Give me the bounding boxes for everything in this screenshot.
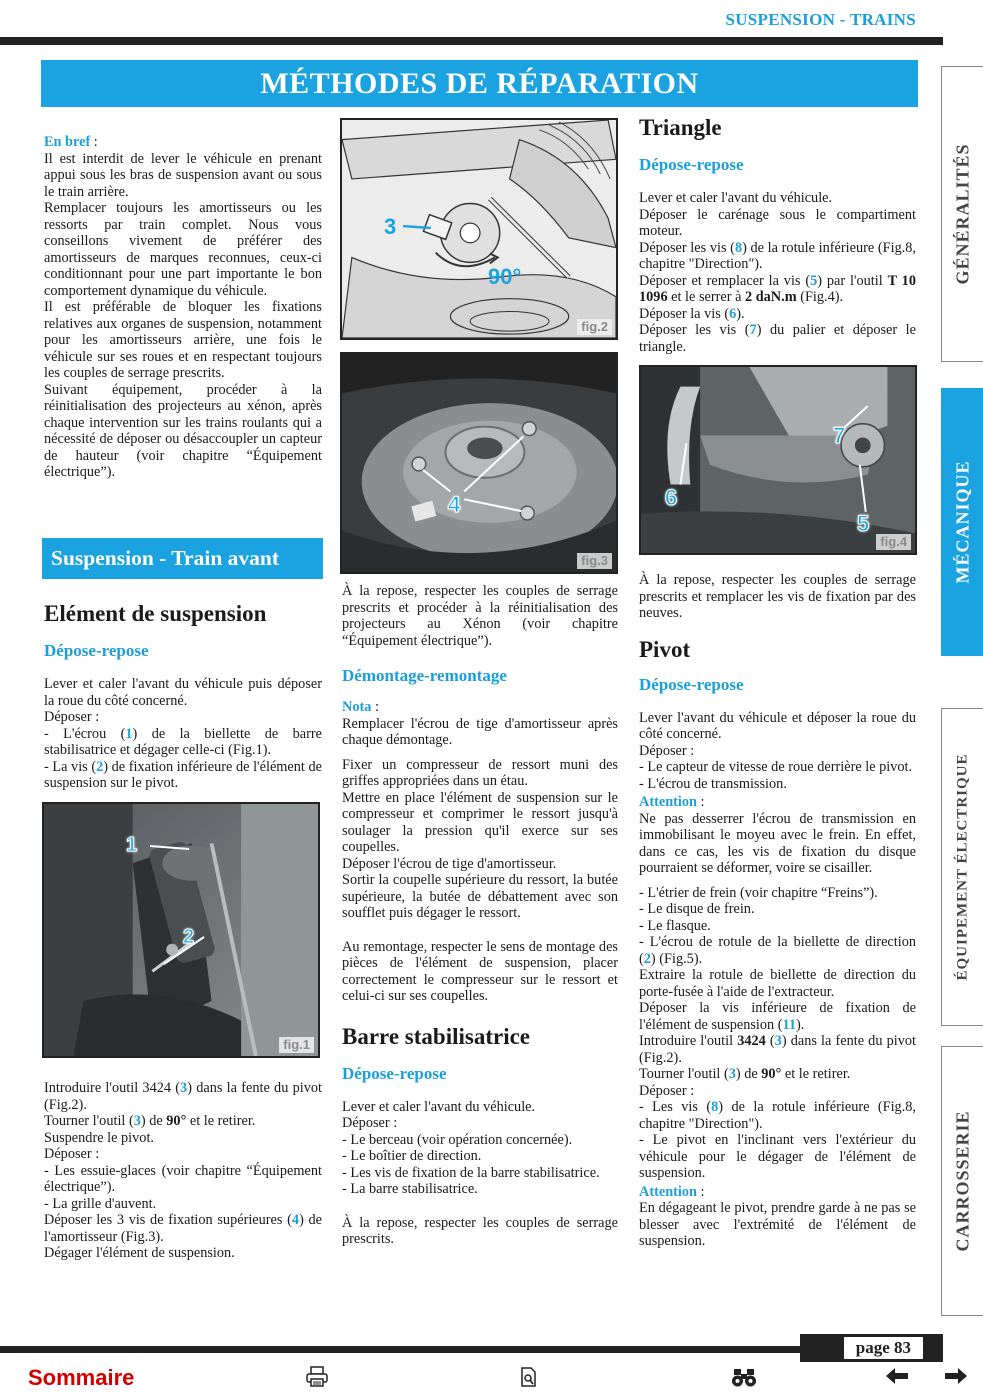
- pv-p14-b: ) de la rotule inférieure (Fig.8, chapitre "Direction").: [639, 1099, 917, 1132]
- pv-p12-b: ) de: [735, 1066, 762, 1082]
- sommaire-link[interactable]: Sommaire: [28, 1365, 135, 1390]
- pv-p14-ref: 8: [711, 1099, 719, 1115]
- dep-p4-a: - La vis (: [44, 758, 97, 775]
- en-bref-label: En bref: [44, 134, 91, 150]
- pv-p11-b: (: [765, 1033, 775, 1049]
- pv-p12-bold: 90°: [761, 1066, 782, 1082]
- figure-2-label: fig.2: [577, 319, 612, 335]
- after-p1: [44, 1080, 322, 1113]
- tr-p5-b: ).: [736, 305, 745, 322]
- tr-p4-tool: T 10 1096: [639, 272, 916, 305]
- after-p2-bold: 90°: [166, 1113, 187, 1129]
- bs-p3: - Le berceau (voir opération concernée).: [342, 1131, 573, 1148]
- attention-label: Attention: [639, 794, 697, 810]
- dep-p3-a: - L'écrou (: [44, 725, 126, 742]
- heading-pivot: Pivot: [639, 636, 691, 662]
- callout-3: 3: [384, 214, 397, 239]
- pv-p7: - Le flasque.: [639, 917, 711, 934]
- pv-p12-a: Tourner l'outil (: [639, 1066, 729, 1082]
- tr-p4-d: (Fig.4).: [796, 289, 844, 305]
- pv-p8-b: ) (Fig.5).: [650, 950, 703, 967]
- pv-p11-ref: 3: [774, 1033, 782, 1049]
- tab-equipement-electrique-label: ÉQUIPEMENT ÉLECTRIQUE: [954, 753, 970, 981]
- nota-colon: :: [371, 699, 379, 715]
- pv-p15: - Le pivot en l'inclinant vers l'extérieur du véhicule pour le dégager de l'élément de suspension.: [639, 1132, 916, 1181]
- heading-depose-repose-4: Dépose-repose: [639, 674, 744, 694]
- attention-2-heading: [639, 1184, 916, 1201]
- after-p7-b: ) de l'amortisseur (Fig.3).: [44, 1212, 322, 1245]
- en-bref-p4: Suivant équipement, procéder à la réinitialisation des projecteurs au xénon, après chaque intervention sur les trains roulants qui a nécessité de déposer ou désaccoupler un capteur de hauteur (voir chapitre “Équipement électrique”).: [44, 381, 322, 480]
- bs-p4: - Le boîtier de direction.: [342, 1148, 482, 1164]
- callout-90-deg: 90°: [488, 264, 522, 289]
- heading-triangle: Triangle: [639, 115, 722, 140]
- bs-p1: Lever et caler l'avant du véhicule.: [342, 1098, 536, 1115]
- nota-label: Nota: [342, 699, 372, 715]
- dep-p4: [44, 759, 322, 792]
- bottom-rule: [0, 1346, 800, 1353]
- pv-p12: [639, 1066, 916, 1083]
- pv-p10: [639, 1000, 916, 1033]
- arrow-left-icon[interactable]: [885, 1366, 909, 1392]
- pv-p4: - L'écrou de transmission.: [639, 775, 787, 792]
- heading-depose-repose-3: Dépose-repose: [639, 155, 744, 174]
- after-p2-b: ) de: [140, 1113, 167, 1129]
- pv-p11-tool: 3424: [737, 1033, 766, 1049]
- callout-6: 6: [665, 485, 678, 510]
- dep-p2: Déposer :: [44, 709, 100, 725]
- arrow-right-icon[interactable]: [944, 1366, 968, 1392]
- after-p2-c: et le retirer.: [186, 1113, 256, 1129]
- print-icon[interactable]: [305, 1366, 329, 1394]
- callout-4: 4: [448, 492, 461, 517]
- tab-equipement-electrique[interactable]: [941, 708, 983, 1026]
- tr-p4-b: ) par l'outil: [817, 272, 888, 289]
- pv-p8: [639, 934, 916, 967]
- rep-p1: À la repose, respecter les couples de serrage prescrits et procéder à la réinitialisation des projecteurs au Xénon (voir chapitre “Équipement électrique”).: [342, 583, 618, 649]
- after-p2: [44, 1113, 322, 1130]
- bs-p6: - La barre stabilisatrice.: [342, 1181, 478, 1197]
- dep-p4-b: ) de fixation inférieure de l'élément de suspension sur le pivot.: [44, 758, 322, 791]
- after-p1-b: ) dans la fente du pivot (Fig.2).: [44, 1080, 322, 1113]
- callout-2: 2: [183, 926, 195, 948]
- callout-7: 7: [833, 423, 846, 448]
- tab-mecanique-label: MÉCANIQUE: [952, 460, 972, 584]
- callout-1: 1: [126, 834, 138, 856]
- pv-p11-a: Introduire l'outil: [639, 1033, 738, 1049]
- figure-3-photo: [340, 352, 618, 574]
- dm-p2: Mettre en place l'élément de suspension sur le compresseur et comprimer le ressort jusqu'à soulager la pression qu'il exerce sur ses coupelles.: [342, 789, 618, 855]
- tr-p6: [639, 322, 916, 355]
- document-search-icon[interactable]: [519, 1366, 539, 1394]
- tr-p6-ref: 7: [749, 322, 757, 338]
- tab-mecanique[interactable]: [941, 388, 983, 656]
- en-bref-p1: Il est interdit de lever le véhicule en prenant appui sous les bras de suspension avant ou sous le train arrière.: [44, 150, 322, 200]
- attention-2-colon: :: [696, 1183, 705, 1200]
- tr-p3-b: ) de la rotule inférieure (Fig.8, chapitre "Direction").: [639, 239, 917, 272]
- figure-1-photo: [42, 802, 320, 1058]
- pv-p14: [639, 1099, 916, 1132]
- binoculars-icon[interactable]: [731, 1366, 757, 1394]
- tab-generalites[interactable]: [941, 66, 983, 362]
- en-bref-heading: [44, 134, 322, 151]
- after-p6: - La grille d'auvent.: [44, 1195, 157, 1212]
- after-p7: [44, 1212, 322, 1245]
- attention-2-label: Attention: [639, 1183, 697, 1200]
- heading-demontage-remontage: Démontage-remontage: [342, 666, 507, 685]
- att2-p1: En dégageant le pivot, prendre garde à ne pas se blesser avec l'extrémité de l'élément de suspension.: [639, 1200, 916, 1249]
- bs-p5: - Les vis de fixation de la barre stabilisatrice.: [342, 1164, 600, 1181]
- figure-2-photo: [340, 118, 618, 340]
- callout-5: 5: [857, 511, 870, 536]
- column-2: [342, 583, 618, 1248]
- pv-p9: Extraire la rotule de biellette de direction du porte-fusée à l'aide de l'extracteur.: [639, 967, 916, 1000]
- pv-p8-a: - L'écrou de rotule de la biellette de direction (: [639, 934, 916, 967]
- tr-p3-ref: 8: [734, 239, 743, 256]
- attention-colon: :: [696, 794, 705, 810]
- figure-4-photo: [639, 365, 917, 555]
- tr-p4-c: et le serrer à: [667, 289, 745, 305]
- figure-3-drawing: [342, 354, 616, 572]
- pv-p3: - Le capteur de vitesse de roue derrière le pivot.: [639, 759, 913, 775]
- dm-p1: Fixer un compresseur de ressort muni des griffes appropriées dans un étau.: [342, 756, 618, 789]
- dep-p1: Lever et caler l'avant du véhicule puis déposer la roue du côté concerné.: [44, 676, 322, 709]
- pv-p11-c: ) dans la fente du pivot (Fig.2).: [639, 1033, 916, 1066]
- tr-p4-a: Déposer et remplacer la vis (: [639, 272, 811, 289]
- figure-3-label: fig.3: [577, 553, 612, 569]
- tr-p3-a: Déposer les vis (: [639, 239, 735, 256]
- figure-4-drawing: [641, 367, 915, 553]
- tab-carrosserie-label: CARROSSERIE: [952, 1110, 972, 1252]
- dep-p3-ref: 1: [125, 725, 133, 742]
- pv-p14-a: - Les vis (: [639, 1099, 712, 1115]
- tr-p1: Lever et caler l'avant du véhicule.: [639, 190, 833, 206]
- heading-barre-stabilisatrice: Barre stabilisatrice: [342, 1023, 530, 1049]
- bs-p2: Déposer :: [342, 1115, 398, 1131]
- tr-rep: À la repose, respecter les couples de serrage prescrits et remplacer les vis de fixation par des neuves.: [639, 572, 916, 621]
- attention-heading: [639, 794, 916, 811]
- tr-p2: Déposer le carénage sous le compartiment moteur.: [639, 206, 916, 239]
- tr-p5-a: Déposer la vis (: [639, 305, 730, 322]
- nota-p1: Remplacer l'écrou de tige d'amortisseur après chaque démontage.: [342, 715, 618, 748]
- pv-p10-b: ).: [796, 1016, 805, 1033]
- pv-p10-a: Déposer la vis inférieure de fixation de l'élément de suspension (: [639, 1000, 916, 1033]
- tr-p5-ref: 6: [729, 305, 737, 322]
- tr-p6-a: Déposer les vis (: [639, 322, 750, 338]
- pv-p5: - L'étrier de frein (voir chapitre “Freins”).: [639, 884, 878, 901]
- column-1: [44, 134, 322, 481]
- after-p8: Dégager l'élément de suspension.: [44, 1245, 235, 1261]
- tr-p4-ref: 5: [810, 272, 818, 289]
- tab-carrosserie[interactable]: [941, 1046, 983, 1316]
- pv-p10-ref: 11: [782, 1016, 797, 1033]
- heading-depose-repose-1: Dépose-repose: [44, 641, 149, 660]
- figure-1-callout-lines: [44, 804, 320, 1058]
- tr-p6-b: ) du palier et déposer le triangle.: [639, 322, 916, 355]
- pv-p11: [639, 1033, 916, 1066]
- tr-p3: [639, 240, 916, 273]
- after-p7-a: Déposer les 3 vis de fixation supérieures (: [44, 1212, 292, 1228]
- page-number-box: [800, 1334, 943, 1362]
- top-rule: [0, 37, 943, 45]
- section-box-train-avant: Suspension - Train avant: [42, 538, 323, 579]
- pv-p12-ref: 3: [728, 1066, 736, 1082]
- page-banner: MÉTHODES DE RÉPARATION: [41, 60, 918, 107]
- en-bref-colon: :: [90, 134, 98, 150]
- heading-element-suspension: Elément de suspension: [44, 601, 267, 626]
- tab-generalites-label: GÉNÉRALITÉS: [952, 143, 972, 285]
- tr-p5: [639, 306, 916, 323]
- after-p3: Suspendre le pivot.: [44, 1129, 154, 1146]
- column-3: [639, 114, 916, 355]
- dep-p4-ref: 2: [96, 758, 104, 775]
- heading-depose-repose-2: Dépose-repose: [342, 1063, 447, 1083]
- column-1-b: [44, 600, 322, 792]
- after-p4: Déposer :: [44, 1146, 100, 1162]
- figure-1-label: fig.1: [279, 1037, 314, 1053]
- chapter-header: SUSPENSION - TRAINS: [725, 10, 916, 29]
- column-1-c: [44, 1080, 322, 1262]
- after-p7-ref: 4: [291, 1212, 300, 1228]
- figure-4-label: fig.4: [876, 534, 911, 550]
- after-p1-ref: 3: [180, 1080, 188, 1096]
- page-number: page 83: [844, 1337, 923, 1359]
- after-p5: - Les essuie-glaces (voir chapitre “Équipement électrique”).: [44, 1162, 322, 1195]
- pv-p1: Lever l'avant du véhicule et déposer la roue du côté concerné.: [639, 709, 916, 742]
- dep-p3: [44, 726, 322, 759]
- dep-p3-b: ) de la biellette de barre stabilisatrice et dégager celle-ci (Fig.1).: [44, 725, 322, 758]
- pv-p8-ref: 2: [643, 950, 651, 967]
- dm-p3: Déposer l'écrou de tige d'amortisseur.: [342, 855, 557, 872]
- att-p1: Ne pas desserrer l'écrou de transmission en immobilisant le moyeu avec le frein. En effet, dans ce cas, les vis de fixation du disque pourraient se déformer, voire se cisailler.: [639, 810, 916, 876]
- tr-p4: [639, 273, 916, 306]
- column-3-b: [639, 572, 916, 1250]
- dm-p5: Au remontage, respecter le sens de montage des pièces de l'élément de suspension, placer correctement le compresseur sur le ressort et celui-ci sur ses coupelles.: [342, 938, 618, 1004]
- dm-p4: Sortir la coupelle supérieure du ressort, la butée supérieure, la butée de débattement avec son soufflet puis dégager le ressort.: [342, 872, 618, 921]
- pv-p13: Déposer :: [639, 1082, 695, 1099]
- pv-p6: - Le disque de frein.: [639, 901, 755, 917]
- after-p1-a: Introduire l'outil 3424 (: [44, 1080, 181, 1096]
- after-p2-ref: 3: [133, 1113, 141, 1129]
- bs-p7: À la repose, respecter les couples de serrage prescrits.: [342, 1214, 618, 1247]
- en-bref-p2: Remplacer toujours les amortisseurs ou les ressorts par train complet. Nous vous conseillons vivement de préférer des amortisseurs de marques reconnues, ceux-ci conditionnant pour une part importante le bon comportement dynamique du véhicule.: [44, 200, 322, 299]
- tr-p4-torque: 2 daN.m: [744, 289, 797, 305]
- nota-heading: [342, 699, 618, 716]
- pv-p12-c: et le retirer.: [781, 1066, 851, 1082]
- pv-p2: Déposer :: [639, 742, 695, 759]
- after-p2-a: Tourner l'outil (: [44, 1113, 134, 1129]
- en-bref-p3: Il est préférable de bloquer les fixations relatives aux organes de suspension, notamment pour les amortisseurs arrière, une fois le véhicule sur ses roues et en respectant toujours les couples de serrage prescrits.: [44, 299, 322, 381]
